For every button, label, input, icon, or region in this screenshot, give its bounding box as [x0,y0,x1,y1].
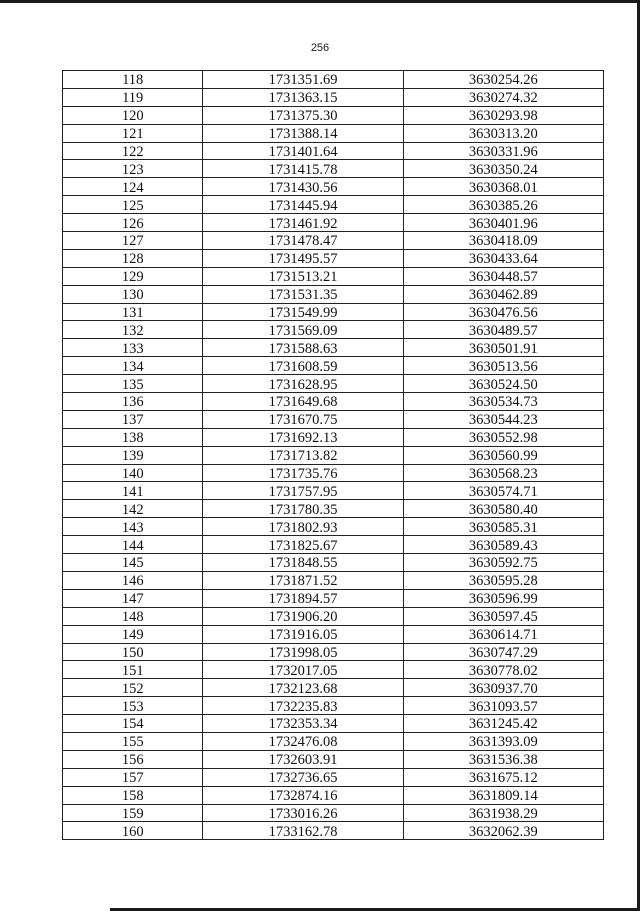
table-row [63,375,604,393]
point-number-cell: 118 [63,71,203,89]
y-coordinate-cell: 3630418.09 [403,232,603,250]
table-row [63,464,604,482]
point-number-cell: 133 [63,339,203,357]
table-row [63,607,604,625]
y-coordinate-cell: 3630489.57 [403,321,603,339]
point-number-cell: 151 [63,661,203,679]
x-coordinate-cell: 1731430.56 [203,178,403,196]
point-number-cell: 121 [63,124,203,142]
x-coordinate-cell: 1733016.26 [203,804,403,822]
y-coordinate-cell: 3630274.32 [403,88,603,106]
y-coordinate-cell: 3630350.24 [403,160,603,178]
point-number-cell: 144 [63,536,203,554]
point-number-cell: 127 [63,232,203,250]
table-row [63,732,604,750]
x-coordinate-cell: 1731513.21 [203,267,403,285]
table-row [63,536,604,554]
table-row [63,786,604,804]
y-coordinate-cell: 3630597.45 [403,607,603,625]
x-coordinate-cell: 1732235.83 [203,697,403,715]
x-coordinate-cell: 1733162.78 [203,822,403,840]
point-number-cell: 134 [63,357,203,375]
y-coordinate-cell: 3630747.29 [403,643,603,661]
y-coordinate-cell: 3630476.56 [403,303,603,321]
x-coordinate-cell: 1732017.05 [203,661,403,679]
y-coordinate-cell: 3630614.71 [403,625,603,643]
x-coordinate-cell: 1731351.69 [203,71,403,89]
x-coordinate-cell: 1731916.05 [203,625,403,643]
point-number-cell: 149 [63,625,203,643]
point-number-cell: 160 [63,822,203,840]
y-coordinate-cell: 3631809.14 [403,786,603,804]
x-coordinate-cell: 1731894.57 [203,589,403,607]
x-coordinate-cell: 1731780.35 [203,500,403,518]
y-coordinate-cell: 3631675.12 [403,768,603,786]
point-number-cell: 139 [63,446,203,464]
y-coordinate-cell: 3630462.89 [403,285,603,303]
coordinate-table-body [63,71,604,840]
table-row [63,249,604,267]
point-number-cell: 152 [63,679,203,697]
point-number-cell: 137 [63,410,203,428]
y-coordinate-cell: 3630368.01 [403,178,603,196]
point-number-cell: 140 [63,464,203,482]
x-coordinate-cell: 1731461.92 [203,214,403,232]
table-row [63,303,604,321]
page-number: 256 [310,42,330,54]
x-coordinate-cell: 1731495.57 [203,249,403,267]
y-coordinate-cell: 3630313.20 [403,124,603,142]
x-coordinate-cell: 1732476.08 [203,732,403,750]
x-coordinate-cell: 1732123.68 [203,679,403,697]
y-coordinate-cell: 3631393.09 [403,732,603,750]
point-number-cell: 156 [63,750,203,768]
y-coordinate-cell: 3630552.98 [403,428,603,446]
x-coordinate-cell: 1731802.93 [203,518,403,536]
table-row [63,232,604,250]
y-coordinate-cell: 3630585.31 [403,518,603,536]
point-number-cell: 119 [63,88,203,106]
table-row [63,160,604,178]
table-row [63,518,604,536]
y-coordinate-cell: 3630937.70 [403,679,603,697]
x-coordinate-cell: 1731375.30 [203,106,403,124]
table-row [63,285,604,303]
point-number-cell: 143 [63,518,203,536]
y-coordinate-cell: 3632062.39 [403,822,603,840]
point-number-cell: 157 [63,768,203,786]
x-coordinate-cell: 1731445.94 [203,196,403,214]
x-coordinate-cell: 1731588.63 [203,339,403,357]
x-coordinate-cell: 1731531.35 [203,285,403,303]
point-number-cell: 120 [63,106,203,124]
table-row [63,71,604,89]
y-coordinate-cell: 3630513.56 [403,357,603,375]
y-coordinate-cell: 3630560.99 [403,446,603,464]
x-coordinate-cell: 1731608.59 [203,357,403,375]
x-coordinate-cell: 1732874.16 [203,786,403,804]
point-number-cell: 145 [63,554,203,572]
y-coordinate-cell: 3631093.57 [403,697,603,715]
table-row [63,196,604,214]
y-coordinate-cell: 3631536.38 [403,750,603,768]
x-coordinate-cell: 1731906.20 [203,607,403,625]
point-number-cell: 138 [63,428,203,446]
x-coordinate-cell: 1731998.05 [203,643,403,661]
table-row [63,589,604,607]
point-number-cell: 135 [63,375,203,393]
x-coordinate-cell: 1731713.82 [203,446,403,464]
x-coordinate-cell: 1731415.78 [203,160,403,178]
y-coordinate-cell: 3631938.29 [403,804,603,822]
table-row [63,571,604,589]
y-coordinate-cell: 3630501.91 [403,339,603,357]
x-coordinate-cell: 1731670.75 [203,410,403,428]
y-coordinate-cell: 3630401.96 [403,214,603,232]
point-number-cell: 122 [63,142,203,160]
table-row [63,321,604,339]
point-number-cell: 159 [63,804,203,822]
y-coordinate-cell: 3630580.40 [403,500,603,518]
table-row [63,715,604,733]
point-number-cell: 150 [63,643,203,661]
y-coordinate-cell: 3630568.23 [403,464,603,482]
table-row [63,822,604,840]
point-number-cell: 125 [63,196,203,214]
point-number-cell: 130 [63,285,203,303]
y-coordinate-cell: 3630254.26 [403,71,603,89]
table-row [63,661,604,679]
x-coordinate-cell: 1731757.95 [203,482,403,500]
table-row [63,214,604,232]
y-coordinate-cell: 3630595.28 [403,571,603,589]
point-number-cell: 124 [63,178,203,196]
y-coordinate-cell: 3630293.98 [403,106,603,124]
point-number-cell: 158 [63,786,203,804]
point-number-cell: 148 [63,607,203,625]
table-row [63,106,604,124]
table-row [63,643,604,661]
y-coordinate-cell: 3630589.43 [403,536,603,554]
table-row [63,482,604,500]
x-coordinate-cell: 1732353.34 [203,715,403,733]
table-row [63,804,604,822]
x-coordinate-cell: 1731388.14 [203,124,403,142]
table-row [63,768,604,786]
y-coordinate-cell: 3630448.57 [403,267,603,285]
point-number-cell: 131 [63,303,203,321]
y-coordinate-cell: 3630524.50 [403,375,603,393]
scan-border-top [0,0,640,3]
table-row [63,178,604,196]
x-coordinate-cell: 1731692.13 [203,428,403,446]
point-number-cell: 128 [63,249,203,267]
table-row [63,500,604,518]
point-number-cell: 132 [63,321,203,339]
x-coordinate-cell: 1732603.91 [203,750,403,768]
table-row [63,750,604,768]
y-coordinate-cell: 3630534.73 [403,393,603,411]
point-number-cell: 142 [63,500,203,518]
point-number-cell: 153 [63,697,203,715]
y-coordinate-cell: 3631245.42 [403,715,603,733]
y-coordinate-cell: 3630778.02 [403,661,603,679]
table-row [63,446,604,464]
coordinate-table [62,70,604,840]
y-coordinate-cell: 3630331.96 [403,142,603,160]
table-row [63,625,604,643]
x-coordinate-cell: 1731871.52 [203,571,403,589]
table-row [63,357,604,375]
point-number-cell: 154 [63,715,203,733]
point-number-cell: 146 [63,571,203,589]
x-coordinate-cell: 1731401.64 [203,142,403,160]
table-row [63,679,604,697]
point-number-cell: 141 [63,482,203,500]
table-row [63,339,604,357]
point-number-cell: 155 [63,732,203,750]
point-number-cell: 136 [63,393,203,411]
table-row [63,428,604,446]
table-row [63,393,604,411]
x-coordinate-cell: 1731628.95 [203,375,403,393]
table-row [63,554,604,572]
table-row [63,267,604,285]
x-coordinate-cell: 1732736.65 [203,768,403,786]
y-coordinate-cell: 3630385.26 [403,196,603,214]
table-row [63,88,604,106]
table-row [63,410,604,428]
y-coordinate-cell: 3630433.64 [403,249,603,267]
point-number-cell: 147 [63,589,203,607]
y-coordinate-cell: 3630596.99 [403,589,603,607]
table-row [63,142,604,160]
x-coordinate-cell: 1731549.99 [203,303,403,321]
table-row [63,697,604,715]
x-coordinate-cell: 1731848.55 [203,554,403,572]
y-coordinate-cell: 3630574.71 [403,482,603,500]
point-number-cell: 126 [63,214,203,232]
table-row [63,124,604,142]
x-coordinate-cell: 1731735.76 [203,464,403,482]
y-coordinate-cell: 3630592.75 [403,554,603,572]
x-coordinate-cell: 1731569.09 [203,321,403,339]
y-coordinate-cell: 3630544.23 [403,410,603,428]
x-coordinate-cell: 1731649.68 [203,393,403,411]
x-coordinate-cell: 1731825.67 [203,536,403,554]
x-coordinate-cell: 1731363.15 [203,88,403,106]
point-number-cell: 123 [63,160,203,178]
x-coordinate-cell: 1731478.47 [203,232,403,250]
point-number-cell: 129 [63,267,203,285]
